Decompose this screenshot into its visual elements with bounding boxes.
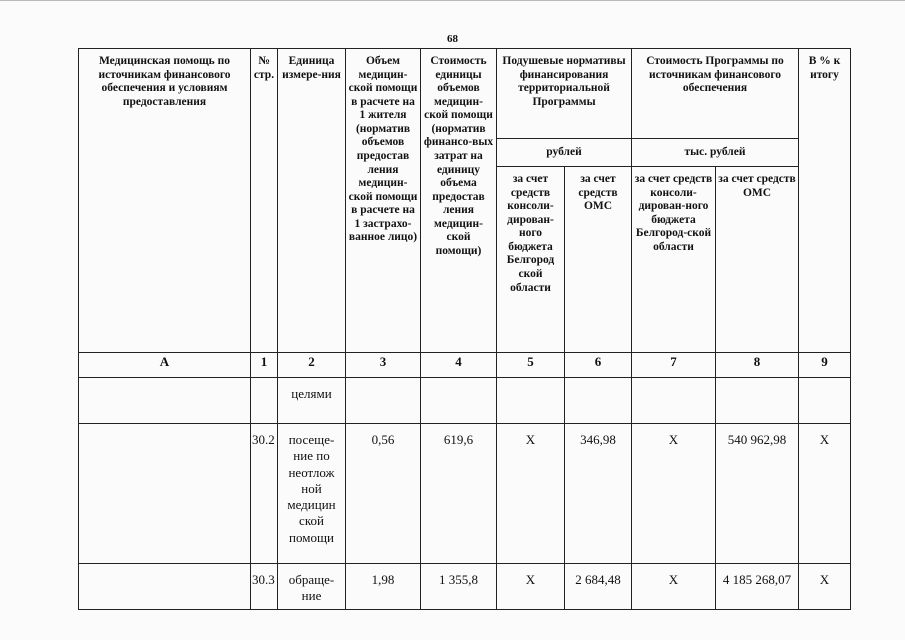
column-number: 6 — [565, 353, 632, 378]
column-number: А — [79, 353, 251, 378]
cell-volume: 1,98 — [346, 564, 421, 610]
cell-program-budget: Х — [632, 424, 716, 564]
cell-row-number: 30.3 — [251, 564, 278, 610]
header-care-type: Медицинская помощь по источникам финансового обеспечения и условиям предоставления — [79, 49, 251, 353]
cell-program-budget: Х — [632, 564, 716, 610]
page-number: 68 — [447, 33, 458, 45]
header-per-capita-norms: Подушевые нормативы финансирования территориальной Программы — [497, 49, 632, 139]
cell-unit: посеще-ние по неотлож ной медицин ской помощи — [278, 424, 346, 564]
cell-unit: целями — [278, 378, 346, 424]
cell-unit-cost: 1 355,8 — [421, 564, 497, 610]
header-unit: Единица измере-ния — [278, 49, 346, 353]
column-number: 2 — [278, 353, 346, 378]
header-program-budget: за счет средств консоли-дирован-ного бюджета Белгород-ской области — [632, 167, 716, 353]
header-program-cost: Стоимость Программы по источникам финансового обеспечения — [632, 49, 799, 139]
column-number: 5 — [497, 353, 565, 378]
cell-per-capita-budget — [497, 378, 565, 424]
cell-volume — [346, 378, 421, 424]
cell-care-type — [79, 424, 251, 564]
cell-program-oms: 540 962,98 — [716, 424, 799, 564]
cell-care-type — [79, 378, 251, 424]
header-program-oms: за счет средств ОМС — [716, 167, 799, 353]
medical-care-cost-table — [78, 48, 851, 610]
column-number-row — [79, 353, 851, 378]
column-number: 4 — [421, 353, 497, 378]
header-row-1 — [79, 49, 851, 139]
cell-unit-cost — [421, 378, 497, 424]
header-percent-of-total: В % к итогу — [799, 49, 851, 353]
header-volume: Объем медицин-ской помощи в расчете на 1 жителя (норматив объемов предостав ления медицин-ской помощи в расчете на 1 застрахо-ванное лицо) — [346, 49, 421, 353]
table-row — [79, 424, 851, 564]
column-number: 9 — [799, 353, 851, 378]
cell-program-oms — [716, 378, 799, 424]
cell-per-capita-budget: Х — [497, 424, 565, 564]
header-unit-cost: Стоимость единицы объемов медицин-ской помощи (норматив финансо-вых затрат на единицу объема предостав ления медицин-ской помощи) — [421, 49, 497, 353]
column-number: 3 — [346, 353, 421, 378]
header-row-number: № стр. — [251, 49, 278, 353]
column-number: 7 — [632, 353, 716, 378]
cell-percent — [799, 378, 851, 424]
cell-volume: 0,56 — [346, 424, 421, 564]
column-number: 8 — [716, 353, 799, 378]
cell-unit-cost: 619,6 — [421, 424, 497, 564]
cell-percent: Х — [799, 564, 851, 610]
cell-per-capita-oms: 346,98 — [565, 424, 632, 564]
cell-row-number — [251, 378, 278, 424]
column-number: 1 — [251, 353, 278, 378]
cell-row-number: 30.2 — [251, 424, 278, 564]
cell-per-capita-oms — [565, 378, 632, 424]
header-per-capita-budget: за счет средств консоли-дирован-ного бюджета Белгород ской области — [497, 167, 565, 353]
cell-program-budget — [632, 378, 716, 424]
cell-unit: обраще-ние — [278, 564, 346, 610]
header-per-capita-oms: за счет средств ОМС — [565, 167, 632, 353]
cell-percent: Х — [799, 424, 851, 564]
cell-per-capita-oms: 2 684,48 — [565, 564, 632, 610]
header-unit-thousand-rubles: тыс. рублей — [632, 139, 799, 167]
table-row — [79, 378, 851, 424]
header-unit-rubles: рублей — [497, 139, 632, 167]
cell-care-type — [79, 564, 251, 610]
page-top-edge — [0, 0, 905, 1]
cell-per-capita-budget: Х — [497, 564, 565, 610]
cell-program-oms: 4 185 268,07 — [716, 564, 799, 610]
table-row — [79, 564, 851, 610]
